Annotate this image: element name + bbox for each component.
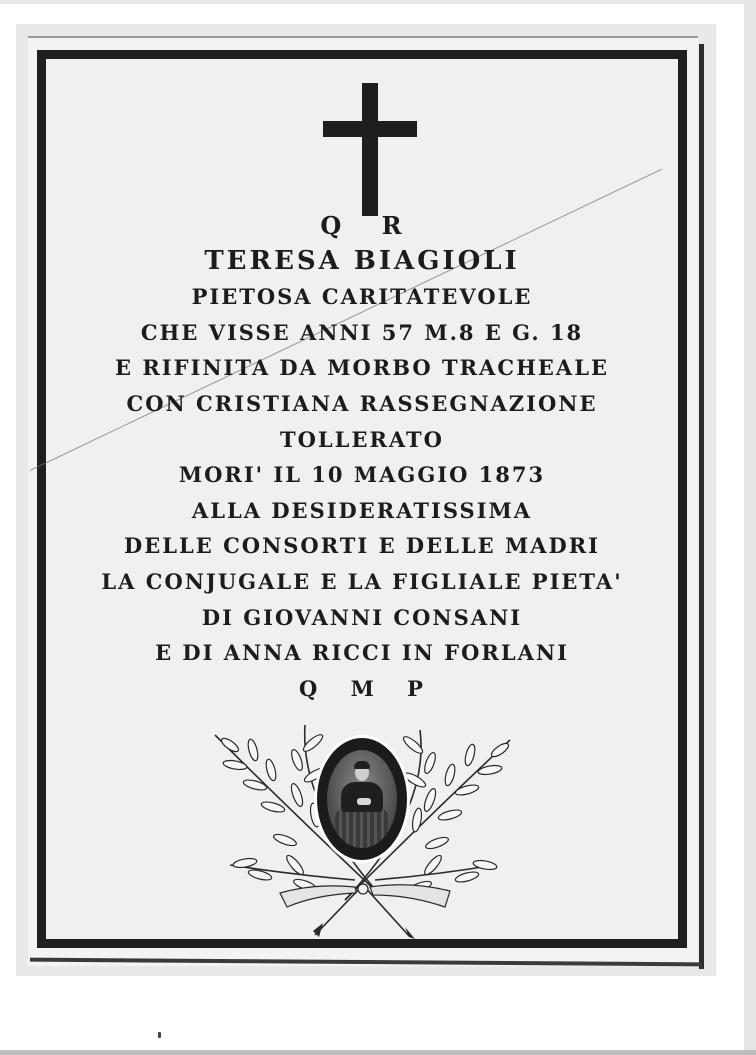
inscription-line: LA CONJUGALE E LA FIGLIALE PIETA' bbox=[101, 568, 623, 594]
inscription-line-qmp: Q M P bbox=[299, 675, 425, 701]
photo-border-right bbox=[744, 0, 756, 1055]
photo-border-bottom bbox=[0, 1050, 756, 1055]
inscription-line-qr: Q R bbox=[320, 211, 404, 240]
inscription-line: PIETOSA CARITATEVOLE bbox=[191, 284, 533, 310]
portrait-photo bbox=[317, 738, 407, 860]
cross-icon-arm bbox=[323, 121, 417, 137]
portrait-figure-hair bbox=[354, 761, 370, 769]
inscription-line: DI GIOVANNI CONSANI bbox=[201, 604, 523, 630]
portrait-figure-skirt bbox=[335, 808, 389, 848]
inscription-text bbox=[46, 208, 678, 706]
portrait-image bbox=[327, 750, 397, 848]
inscription-line: TOLLERATO bbox=[280, 426, 444, 452]
portrait-figure-hands bbox=[357, 798, 371, 805]
slab-edge-shadow bbox=[699, 44, 704, 969]
photo-border-top bbox=[0, 0, 756, 4]
inscription-line-name: TERESA BIAGIOLI bbox=[204, 245, 520, 276]
film-speck bbox=[158, 1032, 161, 1038]
inscription-line: ALLA DESIDERATISSIMA bbox=[191, 497, 533, 523]
portrait-figure-body bbox=[341, 782, 383, 812]
inscription-line-death-date: MORI' IL 10 MAGGIO 1873 bbox=[178, 462, 546, 488]
cross-icon bbox=[362, 83, 378, 216]
inscription-line: E DI ANNA RICCI IN FORLANI bbox=[155, 640, 569, 666]
inscription-line: E RIFINITA DA MORBO TRACHEALE bbox=[115, 355, 609, 381]
inscription-line: CON CRISTIANA RASSEGNAZIONE bbox=[126, 390, 598, 416]
inscription-line: CHE VISSE ANNI 57 M.8 E G. 18 bbox=[140, 319, 584, 345]
inscription-line: DELLE CONSORTI E DELLE MADRI bbox=[124, 533, 600, 559]
